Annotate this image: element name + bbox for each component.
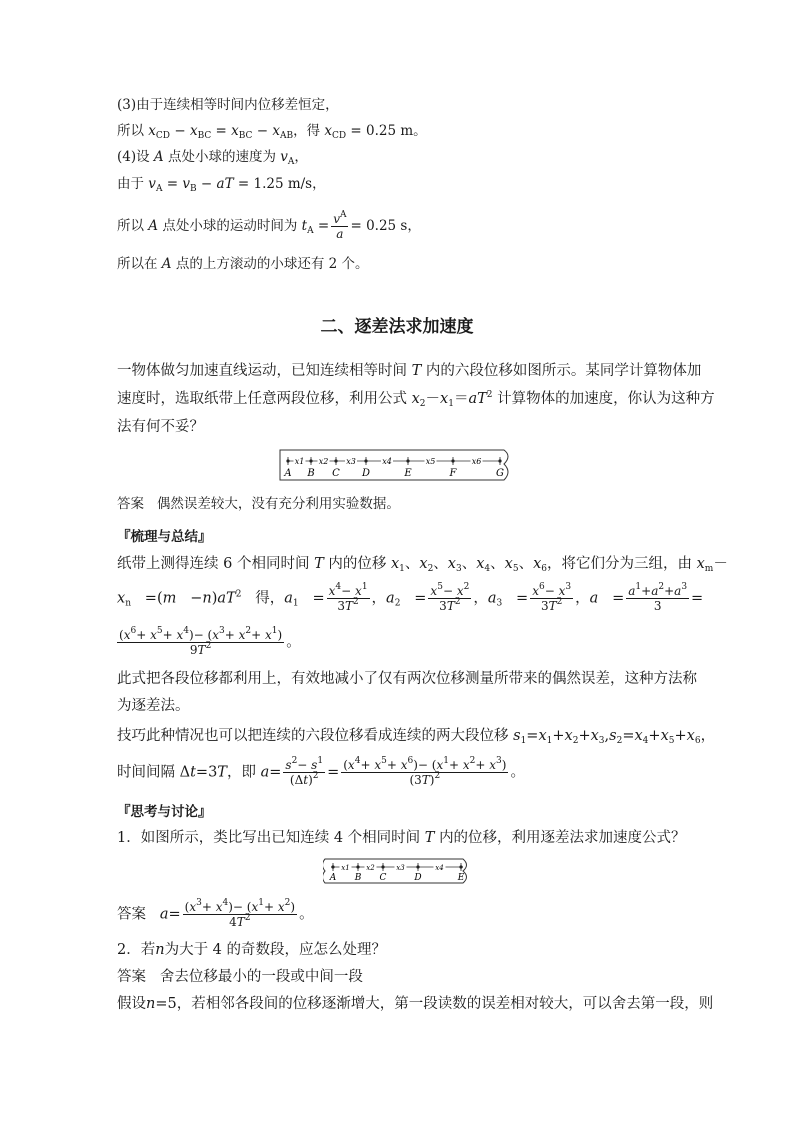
tape-point-label: F	[449, 468, 457, 479]
tape-segment-label: x4	[435, 864, 444, 872]
tape-point-label: E	[404, 468, 412, 479]
text-line: 纸带上测得连续 6 个相同时间 T 内的位移 $x_1$、$x_2$、$x_3$、$x_4$、$x_5$、$x_6$，将它们分为三组，由 $x_m-$	[117, 556, 728, 574]
text-line: 假设n=5，若相邻各段间的位移逐渐增大，第一段读数的误差相对较大，可以舍去第一段，则	[117, 996, 714, 1012]
tape-segment-label: x6	[471, 457, 482, 466]
ticker-tape-diagram-small	[323, 856, 473, 886]
question-line: 2．若n为大于 4 的奇数段，应怎么处理？	[117, 942, 387, 958]
fraction: $\frac{x^4- x^1}{3T^2}$	[328, 582, 368, 613]
text-line: $x_n =(m -n)aT^2$ 得，$a_1$ = $\frac{x^4- x^1}{3T^2}$ ，$a_2$ = $\frac{x^5- x^2}{3T^2}$ ，$a_3$ = $\frac{x^6- x^3}{3T^2}$ ，a = $\frac{a^1+a^2+a^3}{3}$ =	[117, 582, 704, 613]
tape-segment-label: x1	[341, 864, 350, 872]
question-line: 1．如图所示，类比写出已知连续 4 个相同时间 T 内的位移，利用逐差法求加速度公式？	[117, 830, 686, 846]
answer-line: 答案 偶然误差较大，没有充分利用实验数据。	[117, 496, 400, 512]
tape-point-label: A	[329, 873, 337, 883]
fraction: $\frac{x^6- x^3}{3T^2}$	[532, 582, 572, 613]
tape-segment-label: x3	[346, 457, 356, 466]
fraction: $\frac{s^2- s^1}{(\Delta t)^2}$	[285, 756, 324, 787]
fraction: $\frac{(x^6+ x^5+ x^4)- (x^3+ x^2+ x^1)}{9T^2}$	[119, 626, 283, 657]
text-line: $\frac{(x^6+ x^5+ x^4)- (x^3+ x^2+ x^1)}{9T^2}$ 。	[119, 626, 301, 657]
text-line: 为逐差法。	[117, 698, 190, 714]
ticker-tape-diagram	[278, 446, 516, 486]
tape-point-label: B	[307, 468, 315, 479]
text-line: 由于 $v_A = v_B$ − aT = 1.25 m/s，	[117, 176, 326, 194]
answer-line: 答案 舍去位移最小的一段或中间一段	[117, 969, 363, 985]
text-line: 所以在 A 点的上方滚动的小球还有 2 个。	[117, 256, 369, 272]
answer-line: 答案 a= $\frac{(x^3+ x^4)- (x^1+ x^2)}{4T^2}$ 。	[117, 898, 314, 929]
tape-point-label: D	[414, 873, 422, 883]
text-line: (3)由于连续相等时间内位移差恒定，	[117, 97, 339, 113]
text-line: 所以 A 点处小球的运动时间为 $t_A$ = $\frac{v^A}{a}$ = 0.25 s，	[117, 210, 421, 241]
tape-segment-label: x2	[366, 864, 375, 872]
fraction: $\frac{(x^4+ x^5+ x^6)- (x^1+ x^2+ x^3)}{(3T)^2}$	[343, 756, 507, 787]
summary-heading: 『梳理与总结』	[117, 529, 212, 545]
tape-segment-label: x2	[318, 457, 329, 466]
tape-point-label: D	[361, 468, 371, 479]
tape-point-label: E	[457, 873, 465, 883]
fraction: $\frac{x^5- x^2}{3T^2}$	[430, 582, 470, 613]
tape-segment-label: x5	[425, 457, 436, 466]
section-title: 二、逐差法求加速度	[320, 317, 474, 337]
text-line: 技巧此种情况也可以把连续的六段位移看成连续的两大段位移 $s_1=x_1+x_2+x_3,s_2=x_4+x_5+x_6$，	[117, 728, 716, 746]
tape-segment-label: x3	[396, 864, 405, 872]
tape-point-label: A	[284, 468, 292, 479]
text-line: 所以 $x_{CD} - x_{BC} = x_{BC} - x_{AB}$，得 $x_{CD} = 0.25$ m。	[117, 123, 427, 141]
tape-point-label: G	[496, 468, 504, 479]
discussion-heading: 『思考与讨论』	[117, 804, 212, 820]
tape-point-label: C	[379, 873, 387, 883]
fraction: $\frac{(x^3+ x^4)- (x^1+ x^2)}{4T^2}$	[184, 898, 296, 929]
fraction: $\frac{v^A}{a}$	[333, 210, 347, 241]
text-line: 速度时，选取纸带上任意两段位移，利用公式 $x_2-x_1=aT^2$ 计算物体的加速度，你认为这种方	[117, 390, 715, 409]
text-line: 法有何不妥？	[117, 419, 204, 435]
text-line: 此式把各段位移都利用上，有效地减小了仅有两次位移测量所带来的偶然误差，这种方法称	[117, 671, 697, 687]
text-line: 时间间隔 Δt=3T，即 a= $\frac{s^2- s^1}{(\Delta t)^2}$ = $\frac{(x^4+ x^5+ x^6)- (x^1+ x^2+ x^3)}{(3T)^2}$ 。	[117, 756, 525, 787]
tape-point-label: B	[354, 873, 362, 883]
fraction: $\frac{a^1+a^2+a^3}{3}$	[628, 582, 688, 613]
tape-segment-label: x4	[382, 457, 392, 466]
text-line: 一物体做匀加速直线运动，已知连续相等时间 T 内的六段位移如图所示。某同学计算物体加	[117, 363, 702, 379]
text-line: (4)设 A 点处小球的速度为 $v_A$，	[117, 149, 308, 167]
tape-segment-label: x1	[294, 457, 305, 466]
tape-point-label: C	[332, 468, 340, 479]
